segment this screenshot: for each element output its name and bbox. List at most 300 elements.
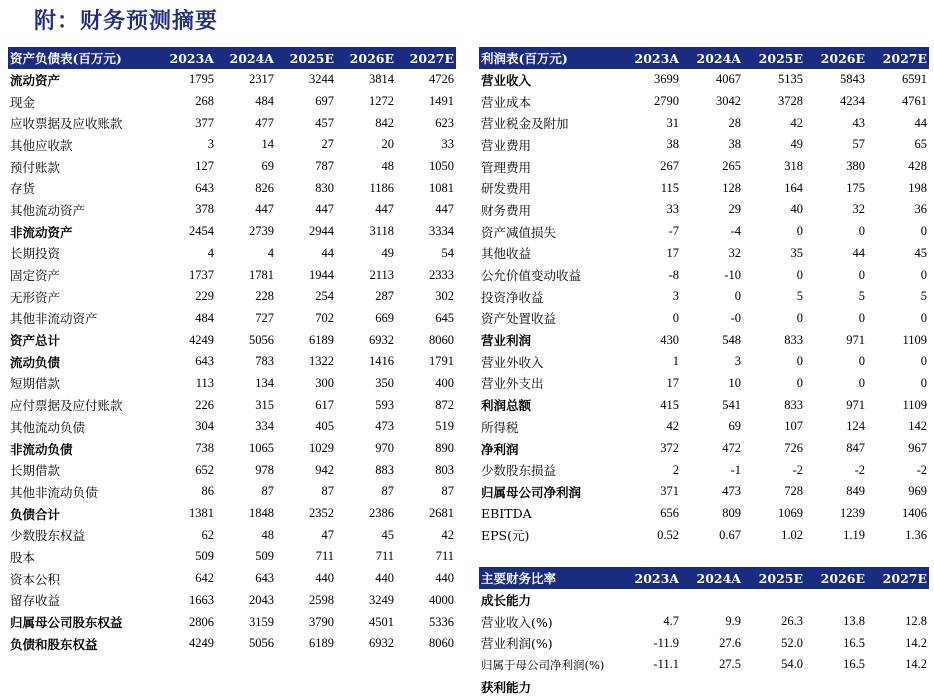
row-label: 留存收益 xyxy=(10,593,61,609)
row-value: 1791 xyxy=(429,354,454,369)
row-value: 65 xyxy=(914,137,927,152)
row-value: 1069 xyxy=(778,506,803,521)
row-value: 971 xyxy=(846,332,865,347)
income-statement-table xyxy=(479,47,929,546)
table-row xyxy=(8,524,456,546)
row-value: 1186 xyxy=(369,180,394,195)
row-value: 1239 xyxy=(840,506,865,521)
row-value: 26.3 xyxy=(781,614,803,629)
row-value: 32 xyxy=(852,202,865,217)
row-label: 资产减值损失 xyxy=(481,224,557,240)
row-value: 728 xyxy=(784,484,803,499)
table-row xyxy=(479,308,929,330)
row-value: 0 xyxy=(858,375,865,390)
row-value: 2790 xyxy=(654,94,679,109)
row-label: 营业成本 xyxy=(481,94,532,110)
row-value: 47 xyxy=(321,527,334,542)
row-value: 378 xyxy=(195,202,214,217)
table-row xyxy=(8,373,456,395)
row-label: EPS(元) xyxy=(481,528,530,544)
row-value: 5135 xyxy=(778,72,803,87)
row-label: 营业收入(%) xyxy=(481,614,553,630)
row-value: 43 xyxy=(852,115,865,130)
row-label: 应付票据及应付账款 xyxy=(10,398,123,414)
row-value xyxy=(619,589,681,611)
row-label: 利润总额 xyxy=(481,398,532,414)
row-label: 资产处置收益 xyxy=(481,311,557,327)
row-value: 969 xyxy=(908,484,927,499)
row-label: 其他收益 xyxy=(481,246,532,262)
balance-year-header: 2024A xyxy=(216,47,276,69)
row-label: 长期投资 xyxy=(10,246,61,262)
row-value: 302 xyxy=(435,289,454,304)
row-value: 27.6 xyxy=(719,635,741,650)
row-value: 16.5 xyxy=(843,635,865,650)
table-row xyxy=(8,503,456,525)
row-value: 2806 xyxy=(189,614,214,629)
row-value: 541 xyxy=(722,397,741,412)
row-value: 44 xyxy=(914,115,927,130)
table-row xyxy=(8,351,456,373)
row-value: 642 xyxy=(195,571,214,586)
row-value: 842 xyxy=(375,115,394,130)
row-value: -4 xyxy=(730,224,741,239)
row-value xyxy=(867,676,929,697)
table-row xyxy=(479,69,929,91)
table-row xyxy=(8,69,456,91)
table-row xyxy=(479,676,929,697)
table-row xyxy=(479,329,929,351)
row-value: 447 xyxy=(315,202,334,217)
row-value: -11.1 xyxy=(653,657,679,672)
row-value: 2944 xyxy=(309,224,334,239)
row-value: 9.9 xyxy=(725,614,741,629)
row-value: 447 xyxy=(255,202,274,217)
row-value: 0 xyxy=(796,224,803,239)
row-value: 69 xyxy=(728,419,741,434)
row-value: 847 xyxy=(846,441,865,456)
table-row xyxy=(479,199,929,221)
row-value: 127 xyxy=(195,159,214,174)
row-label: 管理费用 xyxy=(481,159,532,175)
row-label: 固定资产 xyxy=(10,268,61,284)
row-value: 115 xyxy=(660,180,679,195)
row-value: 4234 xyxy=(840,94,865,109)
row-value: 35 xyxy=(790,245,803,260)
row-label: 归属于母公司净利润(%) xyxy=(481,657,605,672)
row-value: 0 xyxy=(920,354,927,369)
row-value xyxy=(805,676,867,697)
row-label: 应收票据及应收账款 xyxy=(10,116,123,132)
page-title: 附：财务预测摘要 xyxy=(34,8,219,34)
row-label: 股本 xyxy=(10,549,36,565)
row-label: 所得税 xyxy=(481,419,519,435)
row-value: 1029 xyxy=(309,441,334,456)
row-value: 783 xyxy=(255,354,274,369)
row-value: 2317 xyxy=(249,72,274,87)
row-value: 1944 xyxy=(309,267,334,282)
row-value: 62 xyxy=(201,527,214,542)
income-year-header: 2026E xyxy=(805,47,867,69)
row-label: 流动负债 xyxy=(10,354,61,370)
row-value: 440 xyxy=(435,571,454,586)
table-row xyxy=(479,438,929,460)
table-row xyxy=(479,156,929,178)
row-value: 643 xyxy=(195,354,214,369)
row-label: 财务费用 xyxy=(481,202,532,218)
row-value: 2113 xyxy=(369,267,394,282)
table-row xyxy=(8,134,456,156)
row-value: 48 xyxy=(261,527,274,542)
row-value: 12.8 xyxy=(905,614,927,629)
row-value: 49 xyxy=(381,245,394,260)
table-row xyxy=(479,524,929,546)
balance-sheet-header xyxy=(8,47,456,69)
row-value: 372 xyxy=(660,441,679,456)
row-value: 0 xyxy=(672,310,679,325)
row-value: -0 xyxy=(730,310,741,325)
row-value: 4249 xyxy=(189,332,214,347)
row-value: 1.02 xyxy=(781,527,803,542)
row-value: 4 xyxy=(207,245,214,260)
row-label: 预付账款 xyxy=(10,159,61,175)
row-value: 0 xyxy=(858,310,865,325)
row-value: 14 xyxy=(261,137,274,152)
row-value: 29 xyxy=(728,202,741,217)
row-value: 0 xyxy=(920,224,927,239)
row-value: 1.19 xyxy=(843,527,865,542)
row-label: 归属母公司净利润 xyxy=(481,484,582,500)
row-label: 营业利润 xyxy=(481,333,532,349)
row-label: 少数股东权益 xyxy=(10,528,86,544)
table-row xyxy=(479,264,929,286)
row-value: 0 xyxy=(796,354,803,369)
row-value: 473 xyxy=(375,419,394,434)
row-value: 268 xyxy=(195,94,214,109)
row-value: 87 xyxy=(321,484,334,499)
row-value: 447 xyxy=(375,202,394,217)
financial-ratio-header xyxy=(479,567,929,589)
row-value: 1848 xyxy=(249,506,274,521)
table-row xyxy=(8,438,456,460)
income-year-header: 2023A xyxy=(619,47,681,69)
row-value: 645 xyxy=(435,310,454,325)
row-value: 1272 xyxy=(369,94,394,109)
row-value: -2 xyxy=(854,462,865,477)
row-value: 40 xyxy=(790,202,803,217)
row-value: 49 xyxy=(790,137,803,152)
row-value: 400 xyxy=(435,375,454,390)
row-label: 非流动负债 xyxy=(10,441,73,457)
row-value: 3814 xyxy=(369,72,394,87)
row-label: 营业税金及附加 xyxy=(481,116,569,132)
row-value: 226 xyxy=(195,397,214,412)
table-row xyxy=(479,91,929,113)
row-value: 45 xyxy=(914,245,927,260)
row-value xyxy=(681,676,743,697)
row-value: 5843 xyxy=(840,72,865,87)
row-value: -1 xyxy=(730,462,741,477)
row-value: 652 xyxy=(195,462,214,477)
row-value: 405 xyxy=(315,419,334,434)
row-value: 430 xyxy=(660,332,679,347)
row-value xyxy=(743,589,805,611)
table-row xyxy=(479,611,929,633)
row-value: 4761 xyxy=(902,94,927,109)
row-value: 229 xyxy=(195,289,214,304)
row-value: 4067 xyxy=(716,72,741,87)
row-value: 42 xyxy=(666,419,679,434)
table-row xyxy=(479,134,929,156)
row-label: 少数股东损益 xyxy=(481,463,557,479)
row-value: 833 xyxy=(784,397,803,412)
row-value: 4726 xyxy=(429,72,454,87)
row-value: -11.9 xyxy=(653,635,679,650)
row-value: 1109 xyxy=(902,332,927,347)
table-row xyxy=(8,568,456,590)
row-value: 20 xyxy=(381,137,394,152)
row-value: 697 xyxy=(315,94,334,109)
balance-year-header: 2025E xyxy=(276,47,336,69)
row-value: 509 xyxy=(255,549,274,564)
row-value xyxy=(805,589,867,611)
ratios-year-header: 2025E xyxy=(743,567,805,589)
row-value: 1491 xyxy=(429,94,454,109)
row-label: 营业外收入 xyxy=(481,354,544,370)
row-value: 287 xyxy=(375,289,394,304)
table-row xyxy=(8,546,456,568)
row-value: 371 xyxy=(660,484,679,499)
row-value: 6591 xyxy=(902,72,927,87)
row-value: 3728 xyxy=(778,94,803,109)
row-value: 738 xyxy=(195,441,214,456)
row-value: 16.5 xyxy=(843,657,865,672)
ratios-year-header: 2027E xyxy=(867,567,929,589)
row-value: 473 xyxy=(722,484,741,499)
row-value: 107 xyxy=(784,419,803,434)
table-row xyxy=(479,221,929,243)
row-value: 1 xyxy=(672,354,679,369)
row-value: 5 xyxy=(858,289,865,304)
table-row xyxy=(479,589,929,611)
financial-ratio-table xyxy=(479,567,929,697)
table-row xyxy=(8,286,456,308)
row-value: 0 xyxy=(734,289,741,304)
row-value: 142 xyxy=(908,419,927,434)
table-row xyxy=(8,156,456,178)
income-statement-header xyxy=(479,47,929,69)
row-value: 6189 xyxy=(309,636,334,651)
row-value: 175 xyxy=(846,180,865,195)
row-value: 1795 xyxy=(189,72,214,87)
table-row xyxy=(479,243,929,265)
ratios-year-header: 2026E xyxy=(805,567,867,589)
row-value: 17 xyxy=(666,375,679,390)
row-value: 971 xyxy=(846,397,865,412)
row-label: 无形资产 xyxy=(10,289,61,305)
row-value: 669 xyxy=(375,310,394,325)
row-value: 17 xyxy=(666,245,679,260)
row-value: 643 xyxy=(255,571,274,586)
row-value: 4501 xyxy=(369,614,394,629)
row-value: 6932 xyxy=(369,332,394,347)
table-row xyxy=(479,481,929,503)
row-label: 负债和股东权益 xyxy=(10,636,98,652)
row-value: 228 xyxy=(255,289,274,304)
table-row xyxy=(479,654,929,676)
ratios-year-header: 2023A xyxy=(619,567,681,589)
table-row xyxy=(479,112,929,134)
row-value: 33 xyxy=(441,137,454,152)
row-value: 726 xyxy=(784,441,803,456)
row-label: 其他应收款 xyxy=(10,137,73,153)
table-row xyxy=(479,503,929,525)
income-year-header: 2025E xyxy=(743,47,805,69)
row-value: 942 xyxy=(315,462,334,477)
row-value: 128 xyxy=(722,180,741,195)
row-value: 27 xyxy=(321,137,334,152)
row-value: 45 xyxy=(381,527,394,542)
row-value: 484 xyxy=(195,310,214,325)
row-value: 4 xyxy=(267,245,274,260)
row-value: 0 xyxy=(858,354,865,369)
row-value: 484 xyxy=(255,94,274,109)
row-value: 3334 xyxy=(429,224,454,239)
balance-year-header: 2023A xyxy=(156,47,216,69)
row-label: 获利能力 xyxy=(481,679,532,695)
row-value: 1322 xyxy=(309,354,334,369)
row-value: 1.36 xyxy=(905,527,927,542)
row-label: 公允价值变动收益 xyxy=(481,268,582,284)
row-value: 4249 xyxy=(189,636,214,651)
table-row xyxy=(479,177,929,199)
table-row xyxy=(8,91,456,113)
row-value: 702 xyxy=(315,310,334,325)
row-value: 44 xyxy=(321,245,334,260)
row-value: 1663 xyxy=(189,592,214,607)
row-label: 负债合计 xyxy=(10,506,61,522)
row-label: 资产总计 xyxy=(10,333,61,349)
income-year-header: 2024A xyxy=(681,47,743,69)
row-value: 27.5 xyxy=(719,657,741,672)
table-row xyxy=(8,221,456,243)
row-value: 300 xyxy=(315,375,334,390)
row-value: 2386 xyxy=(369,506,394,521)
row-value: 978 xyxy=(255,462,274,477)
row-value: 2454 xyxy=(189,224,214,239)
row-value: -2 xyxy=(916,462,927,477)
row-value: 643 xyxy=(195,180,214,195)
row-value: 380 xyxy=(846,159,865,174)
row-value xyxy=(681,589,743,611)
row-value: 787 xyxy=(315,159,334,174)
row-value: 32 xyxy=(728,245,741,260)
table-row xyxy=(8,611,456,633)
table-row xyxy=(479,351,929,373)
table-row xyxy=(479,286,929,308)
row-label: 成长能力 xyxy=(481,592,532,608)
row-value: 830 xyxy=(315,180,334,195)
row-value: 38 xyxy=(728,137,741,152)
table-row xyxy=(8,394,456,416)
row-label: 投资净收益 xyxy=(481,289,544,305)
row-value: 1416 xyxy=(369,354,394,369)
table-row xyxy=(8,243,456,265)
row-value: 3159 xyxy=(249,614,274,629)
row-value: 593 xyxy=(375,397,394,412)
row-value: 3699 xyxy=(654,72,679,87)
row-value: 0 xyxy=(796,267,803,282)
ratios-year-header: 2024A xyxy=(681,567,743,589)
balance-title-header: 资产负债表(百万元) xyxy=(8,47,156,69)
row-value: 440 xyxy=(315,571,334,586)
row-value: 87 xyxy=(381,484,394,499)
row-value: 3118 xyxy=(369,224,394,239)
row-value: 0 xyxy=(858,267,865,282)
row-value: 164 xyxy=(784,180,803,195)
row-value: 87 xyxy=(441,484,454,499)
row-value: 5056 xyxy=(249,636,274,651)
row-value: 265 xyxy=(722,159,741,174)
row-value: 872 xyxy=(435,397,454,412)
row-value: 3 xyxy=(672,289,679,304)
row-value: 318 xyxy=(784,159,803,174)
row-value: 0 xyxy=(920,375,927,390)
row-value: 4000 xyxy=(429,592,454,607)
row-value: 3249 xyxy=(369,592,394,607)
row-value: 304 xyxy=(195,419,214,434)
row-value: 1109 xyxy=(902,397,927,412)
row-value: 967 xyxy=(908,441,927,456)
row-value: 8060 xyxy=(429,636,454,651)
row-label: 研发费用 xyxy=(481,181,532,197)
row-value xyxy=(867,589,929,611)
row-value: 31 xyxy=(666,115,679,130)
row-label: 净利润 xyxy=(481,441,519,457)
row-value: 0 xyxy=(858,224,865,239)
row-value: 44 xyxy=(852,245,865,260)
row-value: 134 xyxy=(255,375,274,390)
row-value: 3 xyxy=(734,354,741,369)
table-row xyxy=(8,633,456,655)
row-value: 2739 xyxy=(249,224,274,239)
row-value: 54 xyxy=(441,245,454,260)
row-value: 377 xyxy=(195,115,214,130)
row-value: 36 xyxy=(914,202,927,217)
row-value: 727 xyxy=(255,310,274,325)
row-value: 1737 xyxy=(189,267,214,282)
row-label: 其他流动资产 xyxy=(10,202,86,218)
row-label: 短期借款 xyxy=(10,376,61,392)
row-value: 86 xyxy=(201,484,214,499)
row-value: 0 xyxy=(796,310,803,325)
row-label: 非流动资产 xyxy=(10,224,73,240)
row-label: 归属母公司股东权益 xyxy=(10,615,123,631)
table-row xyxy=(8,416,456,438)
table-row xyxy=(8,112,456,134)
row-value: 2681 xyxy=(429,506,454,521)
row-value: 711 xyxy=(315,549,334,564)
row-value: 970 xyxy=(375,441,394,456)
table-row xyxy=(8,481,456,503)
row-value: 28 xyxy=(728,115,741,130)
row-value: 6189 xyxy=(309,332,334,347)
table-row xyxy=(8,590,456,612)
row-value: 457 xyxy=(315,115,334,130)
row-value: 0 xyxy=(920,267,927,282)
row-value: 42 xyxy=(790,115,803,130)
row-value: 5 xyxy=(920,289,927,304)
